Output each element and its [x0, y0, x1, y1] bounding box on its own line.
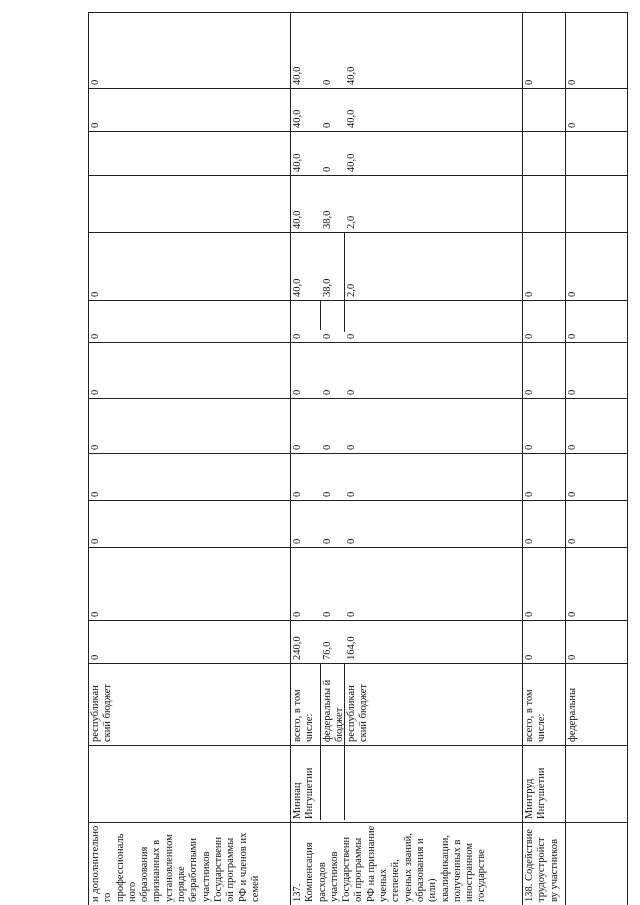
row1-executor-text: Миннац Ингушетии [292, 767, 316, 819]
value-cell [290, 175, 320, 232]
value-cell-text: 0 [567, 291, 578, 297]
value-cell [522, 232, 552, 300]
value-cell [344, 232, 374, 300]
value-cell-text: 0 [346, 389, 357, 395]
value-cell-text: 0 [90, 291, 101, 297]
value-cell [522, 300, 552, 342]
row1-sub2-source-text: республикан ский бюджет [346, 684, 370, 742]
value-cell [344, 88, 374, 131]
value-cell [522, 12, 552, 88]
value-cell [565, 453, 595, 500]
row0-source-text: республикан ский бюджет [90, 684, 114, 742]
value-cell-text: 0 [346, 491, 357, 497]
value-cell-text: 0 [90, 389, 101, 395]
value-cell [565, 620, 595, 663]
value-cell-text: 40,0 [292, 153, 303, 172]
value-cell [290, 232, 320, 300]
value-cell [344, 500, 374, 547]
value-cell-text [522, 175, 552, 232]
value-cell-text: 0 [90, 654, 101, 660]
value-cell-text: 0 [567, 538, 578, 544]
value-cell-text: 0 [524, 444, 535, 450]
value-cell [565, 12, 595, 88]
value-cell [320, 12, 344, 88]
value-cell [88, 398, 118, 453]
row2-sub1-source [565, 663, 605, 745]
value-cell-text: 40,0 [292, 278, 303, 297]
value-cell-text: 40,0 [346, 109, 357, 128]
table-rule [627, 12, 628, 905]
value-cell [290, 500, 320, 547]
value-cell [344, 300, 374, 342]
value-cell-text: 0 [292, 389, 303, 395]
value-cell [320, 547, 344, 620]
value-cell-text: 0 [567, 611, 578, 617]
value-cell [522, 620, 552, 663]
value-cell-text: 0 [346, 333, 357, 339]
value-cell [522, 547, 552, 620]
value-cell-text: 0 [322, 444, 333, 450]
value-cell [320, 300, 344, 342]
value-cell-text: 0 [567, 79, 578, 85]
value-cell-text [88, 175, 118, 232]
value-cell [88, 453, 118, 500]
value-cell-text: 38,0 [322, 278, 333, 297]
value-cell [565, 342, 595, 398]
value-cell-text: 0 [292, 611, 303, 617]
row0-source [88, 663, 134, 745]
value-cell-text: 40,0 [292, 210, 303, 229]
value-cell-text: 0 [292, 491, 303, 497]
value-cell [320, 175, 344, 232]
value-cell-text: 0 [524, 291, 535, 297]
value-cell [344, 398, 374, 453]
value-cell [344, 547, 374, 620]
value-cell-text: 40,0 [292, 66, 303, 85]
value-cell [522, 342, 552, 398]
value-cell-text: 0 [322, 333, 333, 339]
value-cell-text: 0 [322, 491, 333, 497]
value-cell-text: 38,0 [322, 210, 333, 229]
value-cell [320, 131, 344, 175]
value-cell [522, 131, 552, 175]
row1-sub1-source [320, 663, 344, 745]
value-cell-text: 0 [292, 333, 303, 339]
value-cell-text: 0 [524, 333, 535, 339]
value-cell-text: 0 [567, 444, 578, 450]
value-cell [88, 342, 118, 398]
value-cell-text: 0 [322, 166, 333, 172]
value-cell-text: 240,0 [292, 636, 303, 660]
row1-name-text: 137. Компенсация расходов участников Государственн ой программы РФ на признание ученых степеней, ученых званий, образования и (или) квалификации, полученных в иностранном государстве [292, 825, 488, 902]
value-cell [88, 300, 118, 342]
value-cell [522, 453, 552, 500]
row1-name [290, 822, 522, 905]
row2-name-text: 138. Содействие трудоустройст ву участников [524, 828, 560, 902]
value-cell [320, 620, 344, 663]
row0-name [88, 822, 290, 905]
value-cell-text: 40,0 [292, 109, 303, 128]
value-cell [290, 342, 320, 398]
value-cell-text: 0 [90, 444, 101, 450]
value-cell-text: 2,0 [346, 283, 357, 297]
value-cell-text: 0 [90, 122, 101, 128]
value-cell [344, 453, 374, 500]
value-cell [290, 453, 320, 500]
value-cell [290, 398, 320, 453]
value-cell [565, 500, 595, 547]
value-cell-text [522, 88, 552, 131]
value-cell [88, 131, 118, 175]
value-cell-text: 0 [567, 654, 578, 660]
value-cell-text [522, 131, 552, 175]
value-cell [290, 300, 320, 342]
value-cell [88, 500, 118, 547]
value-cell [320, 342, 344, 398]
value-cell [344, 131, 374, 175]
value-cell-text: 0 [322, 122, 333, 128]
value-cell [522, 88, 552, 131]
value-cell [344, 175, 374, 232]
value-cell [344, 342, 374, 398]
value-cell [320, 88, 344, 131]
value-cell-text: 0 [90, 491, 101, 497]
value-cell-text: 0 [90, 538, 101, 544]
value-cell-text [88, 131, 118, 175]
value-cell-text: 0 [292, 444, 303, 450]
value-cell-text: 0 [567, 333, 578, 339]
value-cell-text: 0 [90, 611, 101, 617]
value-cell [565, 232, 595, 300]
value-cell-text: 0 [567, 491, 578, 497]
value-cell-text: 0 [90, 333, 101, 339]
value-cell [565, 88, 595, 131]
value-cell [344, 12, 374, 88]
value-cell-text: 40,0 [346, 153, 357, 172]
value-cell-text: 0 [346, 611, 357, 617]
value-cell-text: 0 [322, 79, 333, 85]
value-cell-text: 0 [322, 538, 333, 544]
row2-executor-text: Минтруд Ингушетии [524, 767, 548, 819]
row2-sub1-source-text: федеральны [567, 687, 578, 742]
value-cell [565, 398, 595, 453]
value-cell-text: 40,0 [346, 66, 357, 85]
value-cell-text: 0 [524, 654, 535, 660]
value-cell [522, 398, 552, 453]
value-cell-text: 0 [567, 389, 578, 395]
value-cell-text: 0 [524, 611, 535, 617]
row1-sub0-source-text: всего, в том числе: [292, 689, 316, 742]
value-cell [88, 232, 118, 300]
row2-sub0-source-text: всего, в том числе: [524, 689, 548, 742]
value-cell-text: 0 [346, 538, 357, 544]
value-cell-text: 0 [567, 122, 578, 128]
value-cell-text: 0 [322, 611, 333, 617]
value-cell [320, 453, 344, 500]
row1-sub1-source-text: федеральны й бюджет [322, 679, 346, 742]
value-cell-text: 0 [524, 538, 535, 544]
row2-name [522, 822, 575, 905]
value-cell [88, 620, 118, 663]
value-cell [565, 175, 595, 232]
value-cell [290, 620, 320, 663]
value-cell [88, 175, 118, 232]
value-cell [522, 500, 552, 547]
value-cell [320, 398, 344, 453]
value-cell-text: 0 [524, 79, 535, 85]
row1-sub2-source [344, 663, 390, 745]
row2-sub0-source [522, 663, 565, 745]
value-cell-text: 0 [524, 491, 535, 497]
value-cell [522, 175, 552, 232]
value-cell [88, 12, 118, 88]
value-cell [565, 547, 595, 620]
value-cell [290, 12, 320, 88]
row0-name-text: и дополнительно го профессиональ ного образования признанных в установленном порядке безработными участников Государственн ой программы РФ и членов их семей [90, 825, 261, 902]
value-cell [290, 547, 320, 620]
row1-executor [290, 745, 320, 822]
value-cell [565, 300, 595, 342]
value-cell [344, 620, 374, 663]
value-cell [290, 88, 320, 131]
value-cell [320, 232, 344, 300]
row2-executor [522, 745, 565, 822]
value-cell-text: 76,0 [322, 641, 333, 660]
value-cell-text: 0 [346, 444, 357, 450]
value-cell [565, 131, 595, 175]
value-cell [320, 500, 344, 547]
value-cell-text: 2,0 [346, 215, 357, 229]
value-cell-text [565, 175, 595, 232]
value-cell-text: 164,0 [346, 636, 357, 660]
value-cell-text: 0 [524, 389, 535, 395]
value-cell [88, 88, 118, 131]
value-cell-text: 0 [322, 389, 333, 395]
value-cell-text: 0 [90, 79, 101, 85]
value-cell [290, 131, 320, 175]
value-cell-text: 0 [292, 538, 303, 544]
row1-sub0-source [290, 663, 320, 745]
value-cell [88, 547, 118, 620]
value-cell-text [565, 131, 595, 175]
